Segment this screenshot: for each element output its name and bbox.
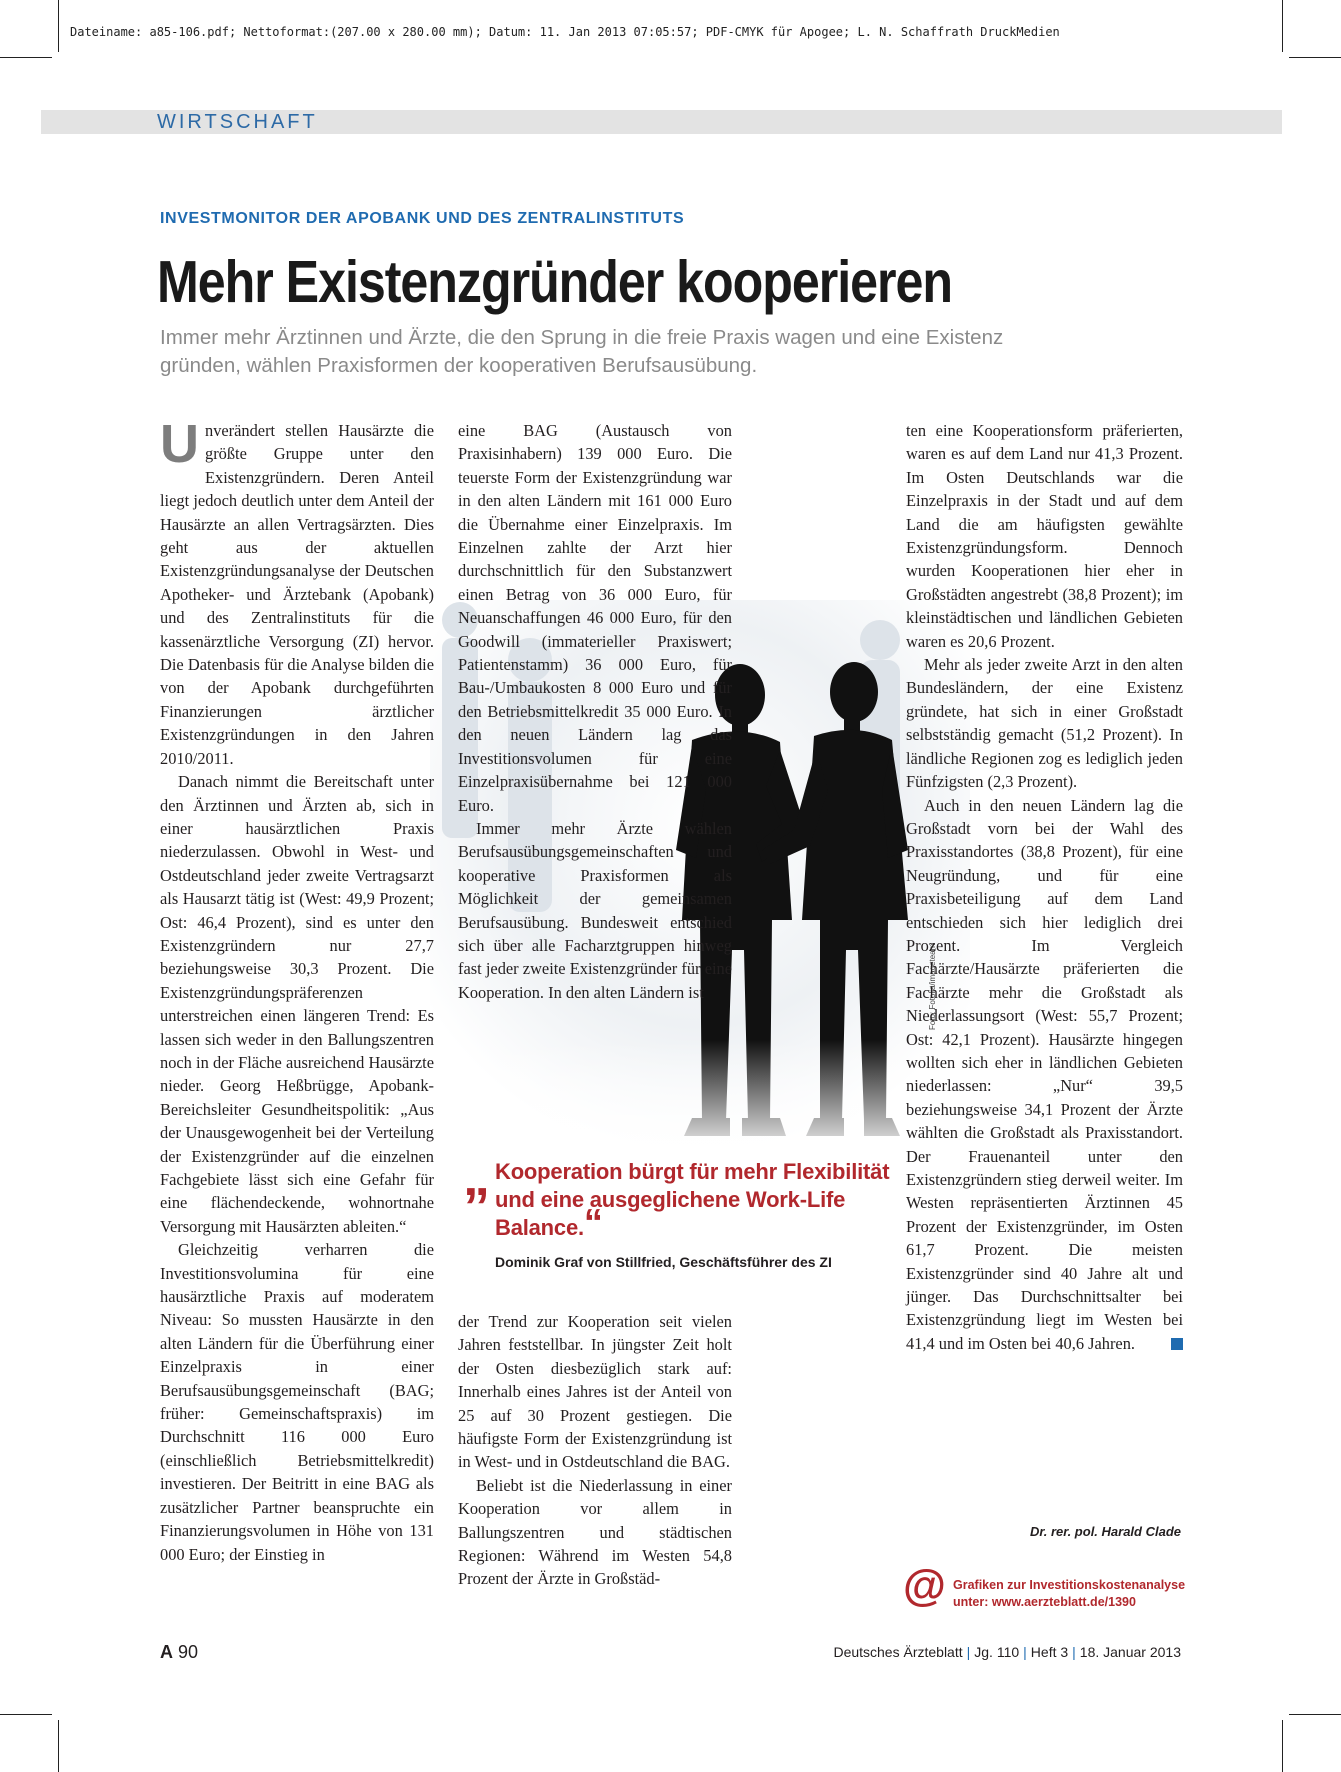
crop-mark [1289,1714,1341,1715]
article-paragraph: Danach nimmt die Bereitschaft unter den Ärztinnen und Ärzten ab, sich in einer hausärztlichen Praxis niederzulassen. Obwohl in West- und Ostdeutschland jeder zweite Vertragsarzt als Hausarzt tätig ist (West: 49,9 Prozent; Ost: 46,4 Prozent), sind es unter den Existenzgründern nur 27,7 beziehungsweise 30,3 Prozent. Die Existenzgründungspräferenzen unterstreichen einen längeren Trend: Es lassen sich weder in den Ballungszentren noch in der Fläche ausreichend Hausärzte nieder. Georg Heßbrügge, Apobank-Bereichsleiter Gesundheitspolitik: „Aus der Unausgewogenheit bei der Verteilung der Existenzgründer auf die einzelnen Fachgebiete lässt sich eine Gefahr für eine flächendeckende, wohnortnahe Versorgung mit Hausärzten ableiten.“ [160,772,434,1236]
page-number-value: 90 [178,1642,199,1662]
quote-open-mark: „ [463,1147,490,1207]
crop-mark [0,57,52,58]
crop-mark [1282,0,1283,52]
article-paragraph [160,414,434,770]
issue-date: 18. Januar 2013 [1079,1644,1181,1660]
quote-text: Kooperation bürgt für mehr Flexibilität und eine ausgeglichene Work-Life Balance. [495,1159,890,1240]
section-label: WIRTSCHAFT [157,111,318,133]
footer-separator: | [1072,1644,1076,1660]
quote-author: Dominik Graf von Stillfried, Geschäftsführer des ZI [495,1254,832,1270]
web-reference-text: Grafiken zur Investitionskostenanalyse [953,1578,1186,1592]
article-column-2-bottom [458,1310,732,1591]
article-paragraph: der Trend zur Kooperation seit vielen Jahren feststellbar. In jüngster Zeit holt der Osten diesbezüglich stark auf: Innerhalb eines Jahres ist der Anteil von 25 auf 30 Prozent gestiegen. Die häufigste Form der Existenzgründung ist in West- und in Ostdeutschland die BAG. [458,1312,732,1472]
kicker: INVESTMONITOR DER APOBANK UND DES ZENTRALINSTITUTS [160,210,685,227]
footer-citation [833,1644,1181,1660]
article-paragraph: Beliebt ist die Niederlassung in einer Kooperation vor allem in Ballungszentren und städtischen Regionen: Während im Westen 54,8 Prozent der Ärzte in Großstäd- [458,1475,732,1589]
end-of-article-icon [1171,1338,1183,1350]
crop-mark [58,0,59,52]
file-info-line: Dateiname: a85-106.pdf; Nettoformat:(207.00 x 280.00 mm); Datum: 11. Jan 2013 07:05:57; PDF-CMYK für Apogee; L. N. Schaffrath DruckMedien [70,25,1060,39]
article-paragraph: ten eine Kooperationsform präferierten, waren es auf dem Land nur 41,3 Prozent. Im Osten Deutschlands war die Einzelpraxis in der Stadt und auf dem Land die am häufigsten gewählte Existenzgründungsform. Dennoch wurden Kooperationen hier eher in Großstädten angestrebt (38,8 Prozent); im kleinstädtischen und ländlichen Gebieten waren es 20,6 Prozent. [906,421,1183,651]
journal-name: Deutsches Ärzteblatt [833,1644,963,1660]
article-column-1 [160,414,434,1566]
lead-paragraph: Immer mehr Ärztinnen und Ärzte, die den Sprung in die freie Praxis wagen und eine Existenz gründen, wählen Praxisformen der kooperativen Berufsausübung. [160,326,1004,377]
journal-volume: Jg. 110 [974,1644,1020,1660]
pull-quote [463,1147,893,1270]
article-paragraph: Gleichzeitig verharren die Investitionsvolumina für eine hausärztliche Praxis auf moderatem Niveau: So mussten Hausärzte in den alten Ländern für die Überführung einer Einzelpraxis in einer Berufsausübungsgemeinschaft (BAG; früher: Gemeinschaftspraxis) im Durchschnitt 116 000 Euro (einschließlich Betriebsmittelkredit) investieren. Der Beitritt in eine BAG als zusätzlicher Partner beanspruchte ein Finanzierungsvolumen in Höhe von 131 000 Euro; der Einstieg in [160,1240,434,1564]
footer-separator: | [1023,1644,1027,1660]
crop-mark [1282,1720,1283,1772]
journal-issue: Heft 3 [1030,1644,1069,1660]
article-paragraph: eine BAG (Austausch von Praxisinhabern) 139 000 Euro. Die teuerste Form der Existenzgründung war in den alten Ländern mit 161 000 Euro die Übernahme einer Einzelpraxis. Im Einzelnen zahlte der Arzt hier durchschnittlich für den Substanzwert einen Betrag von 36 000 Euro, für Neuanschaffungen 46 000 Euro, für den Goodwill (immaterieller Praxiswert; Patientenstamm) 36 000 Euro, für Bau-/Umbaukosten 8 000 Euro und für den Betriebsmittelkredit 35 000 Euro. In den neuen Ländern lag das Investitionsvolumen für eine Einzelpraxisübernahme bei 121 000 Euro. [458,421,732,815]
crop-mark [58,1720,59,1772]
quote-text-block [495,1158,893,1242]
drop-cap: U [160,414,199,474]
article-paragraph: Immer mehr Ärzte wählen Berufsausübungsgemeinschaften und kooperative Praxisformen als Möglichkeit der gemeinsamen Berufsausübung. Bundesweit entschied sich über alle Facharztgruppen hinweg fast jeder zweite Existenzgründer für eine Kooperation. In den alten Ländern ist [458,818,732,1002]
headline: Mehr Existenzgründer kooperieren [157,249,953,315]
at-icon: @ [903,1561,946,1610]
photo-credit: Foto: Fotolia/imageteam [928,943,937,1030]
article-column-2-top [458,419,732,1004]
paragraph-text: Auch in den neuen Ländern lag die Großstadt vorn bei der Wahl des Praxisstandortes (38,8 Prozent), für eine Neugründung, und für eine Praxisbeteiligung auf dem Land entschieden sich hier lediglich drei Prozent. Im Vergleich Fachärzte/Hausärzte präferierten die Fachärzte mehr die Großstadt als Niederlassungsort (West: 55,7 Prozent; Ost: 42,1 Prozent). Hausärzte hingegen wollten sich eher in ländlichen Gebieten niederlassen: „Nur“ 39,5 beziehungsweise 34,1 Prozent der Ärzte wählten die Großstadt als Praxisstandort. Der Frauenanteil unter den Existenzgründern stieg derweil weiter. Im Westen repräsentierten Ärztinnen 45 Prozent der Existenzgründer, im Osten 61,7 Prozent. Die meisten Existenzgründer sind 40 Jahre alt und jünger. Das Durchschnittsalter bei Existenzgründung liegt im Westen bei 41,4 und im Osten bei 40,6 Jahren. [906,795,1183,1353]
article-paragraph [906,794,1183,1356]
article-author: Dr. rer. pol. Harald Clade [1030,1524,1181,1539]
page-number [160,1642,198,1663]
web-reference-link[interactable]: unter: www.aerzteblatt.de/1390 [953,1595,1136,1609]
quote-close-mark: “ [583,1202,603,1244]
page-prefix: A [160,1642,173,1662]
crop-mark [0,1714,52,1715]
crop-mark [1289,57,1341,58]
web-reference[interactable] [903,1561,1186,1614]
footer-separator: | [966,1644,971,1660]
article-paragraph: Mehr als jeder zweite Arzt in den alten Bundesländern, der eine Existenz gründete, hat sich in einer Großstadt selbstständig gemacht (51,2 Prozent). In ländliche Regionen zog es lediglich jeden Fünfzigsten (2,3 Prozent). [906,655,1183,792]
section-bar [41,110,1282,134]
article-column-3 [906,419,1183,1355]
paragraph-text: nverändert stellen Hausärzte die größte Gruppe unter den Existenzgründern. Deren Anteil liegt jedoch deutlich unter dem Anteil der Hausärzte an allen Vertragsärzten. Dies geht aus der aktuellen Existenzgründungsanalyse der Deutschen Apotheker- und Ärztebank (Apobank) und des Zentralinstituts für die kassenärztliche Versorgung (ZI) hervor. Die Datenbasis für die Analyse bilden die von der Apobank durchgeführten Finanzierungen ärztlicher Existenzgründungen in den Jahren 2010/2011. [160,421,434,768]
